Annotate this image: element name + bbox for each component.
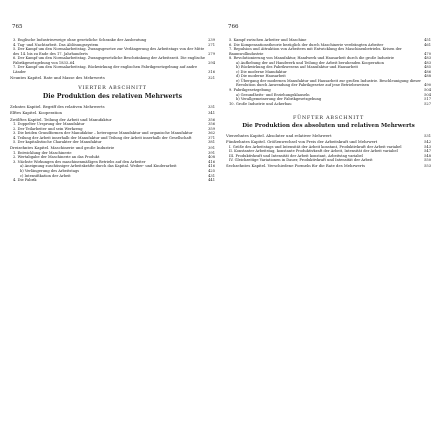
entry-page-number: 483 <box>424 60 431 65</box>
entry-title: 2. Der Teilarbeiter und sein Werkzeug <box>13 126 83 131</box>
entry-page-number: 425 <box>208 169 215 174</box>
entry-title: IV. Gleichzeitige Variationen in Dauer, Produktivkraft und Intensität der Arbeit <box>229 158 373 163</box>
entry-title: 3. Englische Industriezweige ohne gesetzliche Schranke der Ausbeutung <box>13 38 147 42</box>
entry-page-number: 461 <box>424 42 431 47</box>
toc-entry <box>226 79 431 88</box>
entry-title: 5. Kampf zwischen Arbeiter und Maschine <box>229 38 307 42</box>
entry-page-number: 381 <box>208 140 215 145</box>
toc-chapter-entry <box>10 76 215 81</box>
entry-page-number: 485 <box>424 65 431 70</box>
toc-section-entries <box>10 105 215 182</box>
entry-page-number: 341 <box>208 111 215 116</box>
entry-title: 3. Die beiden Grundformen der Manufaktur – heterogene Manufaktur und organische Manufaktur <box>13 131 193 136</box>
entry-page-number: 239 <box>208 38 215 42</box>
page-number: 765 <box>12 24 23 30</box>
entry-page-number: 470 <box>424 51 431 56</box>
entry-title: 6. Der Kampf um den Normalarbeitstag. Zwangsgesetzliche Beschränkung der Arbeitszeit. Die englische Fabrikgesetzgebung von 1833–64 <box>13 56 205 65</box>
entry-title: Elftes Kapitel. Kooperation <box>10 110 62 116</box>
toc-entry <box>10 140 215 145</box>
entry-title: 3. Nächste Wirkungen des maschinenmäßigen Betriebs auf den Arbeiter <box>13 159 146 164</box>
entry-title: Zwölftes Kapitel. Teilung der Arbeit und Manufaktur <box>10 116 112 122</box>
entry-page-number: 356 <box>208 117 215 122</box>
section-title: Die Produktion des relativen Mehrwerts <box>42 93 183 101</box>
entry-title: 7. Repulsion und Attraktion von Arbeitern mit Entwicklung des Maschinenbetriebs. Krisen der Baumwollindustrie <box>229 47 402 56</box>
entry-title: I. Größe des Arbeitstags und Intensität der Arbeit konstant, Produktivkraft der Arbeit variabel <box>229 144 402 149</box>
entry-title: b) Rückwirkung des Fabrikwesens auf Manufaktur und Hausarbeit <box>236 65 358 70</box>
entry-title: Zehntes Kapitel. Begriff des relativen Mehrwerts <box>10 104 105 110</box>
toc-entry <box>10 178 215 183</box>
entry-title: II. Konstanter Arbeitstag, konstante Produktivkraft der Arbeit, Intensität der Arbeit variabel <box>229 149 398 154</box>
entry-page-number: 441 <box>208 178 215 183</box>
entry-title: c) Intensifikation der Arbeit <box>20 173 71 178</box>
entry-page-number: 316 <box>208 69 215 74</box>
entry-page-number: 548 <box>424 153 431 158</box>
entry-page-number: 531 <box>424 134 431 139</box>
toc-chapter-entry <box>10 105 215 110</box>
entry-page-number: 488 <box>424 74 431 79</box>
toc-chapter-entry <box>226 134 431 139</box>
entry-title: 10. Große Industrie und Ackerbau <box>229 101 292 106</box>
toc-list <box>226 38 431 169</box>
entry-title: 5. Der kapitalistische Charakter der Manufaktur <box>13 140 102 145</box>
entry-page-number: 543 <box>424 144 431 149</box>
entry-title: d) Die moderne Hausarbeit <box>236 74 286 79</box>
entry-title: b) Verlängerung des Arbeitstags <box>20 169 80 174</box>
entry-title: Dreizehntes Kapitel. Maschinerie und große Industrie <box>10 145 115 151</box>
entry-title: III. Produktivkraft und Intensität der Arbeit konstant, Arbeitstag variabel <box>229 153 363 158</box>
entry-page-number: 504 <box>424 88 431 93</box>
entry-title: 4. Die Fabrik <box>13 178 37 183</box>
entry-page-number: 391 <box>208 146 215 151</box>
entry-page-number: 391 <box>208 150 215 155</box>
entry-title: a) Gesundheits- und Erziehungsklauseln <box>236 92 310 97</box>
toc-top-entries <box>10 38 215 80</box>
toc-chapter-entry <box>10 111 215 116</box>
section-label: FÜNFTER ABSCHNITT <box>292 116 365 122</box>
entry-page-number: 371 <box>208 135 215 140</box>
entry-page-number: 356 <box>208 122 215 127</box>
right-page <box>226 24 431 393</box>
entry-page-number: 547 <box>424 149 431 154</box>
toc-top-entries <box>226 38 431 106</box>
entry-page-number: 362 <box>208 131 215 136</box>
entry-title: a) Aneignung zuschüssiger Arbeitskräfte durch das Kapital. Weiber- und Kinderarbeit <box>20 164 177 169</box>
entry-page-number: 279 <box>208 51 215 56</box>
entry-title: e) Übergang der modernen Manufaktur und Hausarbeit zur großen Industrie. Beschleunigung dieser Revolution durch Anwendung der Fabrikgesetze auf jene Betriebsweisen <box>236 78 421 88</box>
entry-title: 4. Tag- und Nachtarbeit. Das Ablösungssystem <box>13 42 99 47</box>
entry-title: 5. Der Kampf um den Normalarbeitstag. Zwangsgesetze zur Verlängerung des Arbeitstags von der Mitte des 14. bis zu Ende des 17. Jahrhunderts <box>13 47 205 56</box>
entry-page-number: 504 <box>424 92 431 97</box>
entry-page-number: 271 <box>208 42 215 47</box>
entry-page-number: 294 <box>208 60 215 65</box>
page-number: 766 <box>228 24 239 30</box>
toc-entry <box>226 47 431 56</box>
entry-title: Neuntes Kapitel. Rate und Masse des Mehrwerts <box>10 74 105 80</box>
toc-entry <box>10 56 215 65</box>
entry-title: 1. Entwicklung der Maschinerie <box>13 150 72 155</box>
section-label: VIERTER ABSCHNITT <box>78 86 147 92</box>
entry-page-number: 490 <box>424 83 431 88</box>
entry-page-number: 321 <box>208 75 215 80</box>
toc-list <box>10 38 215 183</box>
toc-entry <box>10 47 215 56</box>
entry-title: c) Die moderne Manufaktur <box>236 69 287 74</box>
entry-title: 9. Fabrikgesetzgebung <box>229 88 271 93</box>
entry-page-number: 416 <box>208 159 215 164</box>
toc-entry <box>10 65 215 74</box>
entry-page-number: 408 <box>208 155 215 160</box>
entry-title: Vierzehntes Kapitel. Absoluter und relativer Mehrwert <box>226 133 332 139</box>
left-page <box>10 24 215 393</box>
entry-title: 8. Revolutionierung von Manufaktur, Handwerk und Hausarbeit durch die große Industrie <box>229 56 394 61</box>
entry-title: 2. Wertabgabe der Maschinerie an das Produkt <box>13 155 100 160</box>
toc-entry <box>226 102 431 107</box>
entry-page-number: 527 <box>424 101 431 106</box>
entry-page-number: 550 <box>424 158 431 163</box>
entry-title: 1. Doppelter Ursprung der Manufaktur <box>13 122 85 127</box>
entry-title: a) Aufhebung der auf Handwerk und Teilung der Arbeit beruhenden Kooperation <box>236 60 384 65</box>
entry-title: 6. Die Kompensationstheorie bezüglich der durch Maschinerie verdrängten Arbeiter <box>229 42 384 47</box>
entry-title: Sechzehntes Kapitel. Verschiedene Formeln für die Rate des Mehrwerts <box>226 163 366 169</box>
section-title: Die Produktion des absoluten und relativen Mehrwerts <box>242 123 415 130</box>
toc-chapter-entry <box>226 164 431 169</box>
entry-page-number: 416 <box>208 164 215 169</box>
entry-title: 4. Teilung der Arbeit innerhalb der Manufaktur und Teilung der Arbeit innerhalb der Gesellschaft <box>13 135 192 140</box>
entry-page-number: 542 <box>424 140 431 145</box>
entry-page-number: 486 <box>424 69 431 74</box>
entry-page-number: 553 <box>424 164 431 169</box>
entry-title: Fünfzehntes Kapitel. Größenwechsel von Preis der Arbeitskraft und Mehrwert <box>226 139 378 145</box>
entry-page-number: 359 <box>208 126 215 131</box>
entry-title: b) Verallgemeinerung der Fabrikgesetzgebung <box>236 97 322 102</box>
entry-title: 7. Der Kampf um den Normalarbeitstag. Rückwirkung der englischen Fabrikgesetzgebung auf andre Länder <box>13 65 198 74</box>
entry-page-number: 517 <box>424 97 431 102</box>
toc-section-entries <box>226 134 431 169</box>
entry-page-number: 483 <box>424 56 431 61</box>
entry-page-number: 331 <box>208 105 215 110</box>
entry-page-number: 451 <box>424 38 431 42</box>
entry-page-number: 431 <box>208 173 215 178</box>
toc-entry <box>226 158 431 163</box>
